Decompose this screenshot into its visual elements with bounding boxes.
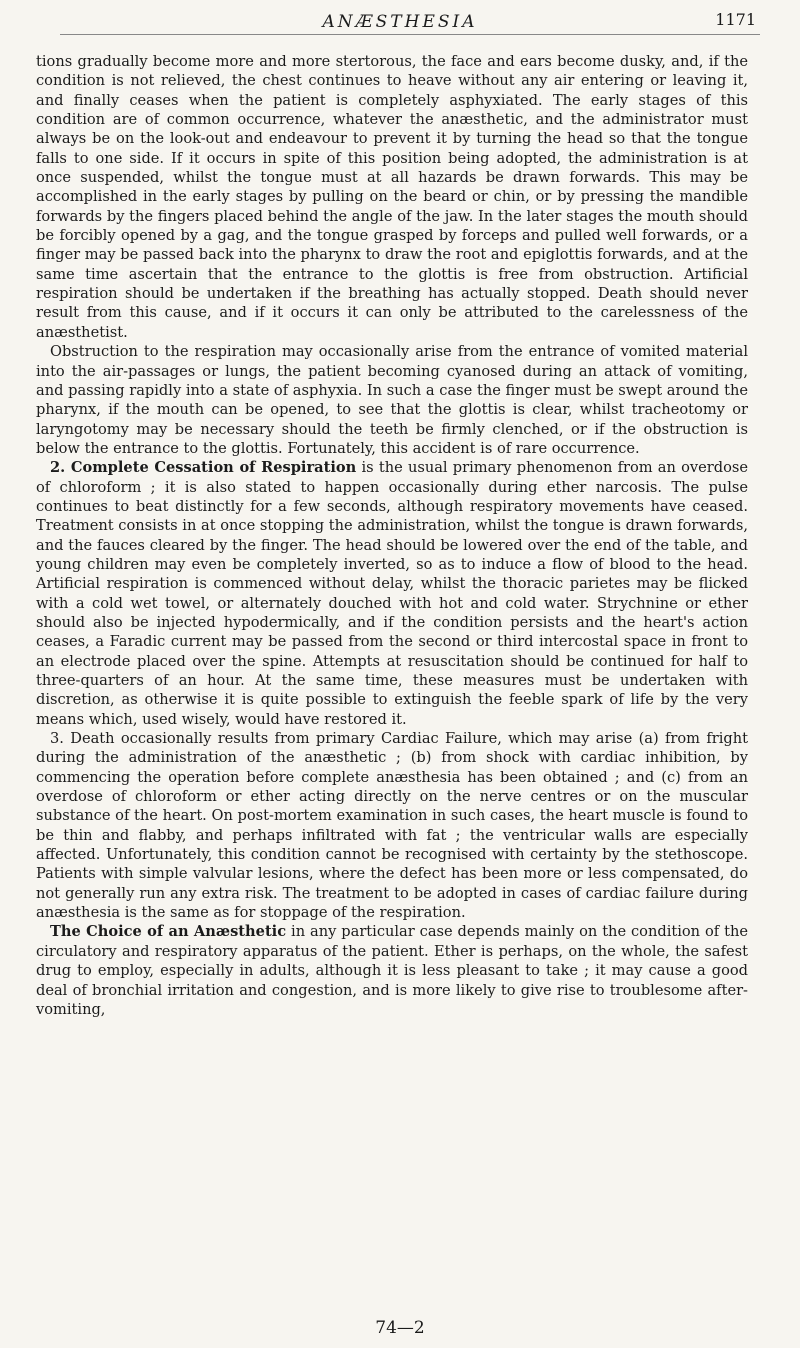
paragraph-text: Obstruction to the respiration may occasionally arise from the entrance of vomited material into the air-passages or lungs, the patient becoming cyanosed during an attack of vomiting, and passing rapidly into a state of asphyxia. In such a case the finger must be swept around the pharynx, if the mouth can be opened, to see that the glottis is clear, whilst tracheotomy or laryngotomy may be necessary should the teeth be firmly clenched, or if the obstruction is below the entrance to the glottis. Fortunately, this accident is of rare occurrence. bbox=[36, 343, 748, 457]
paragraph-cessation-respiration bbox=[36, 458, 748, 729]
page-number: 1171 bbox=[715, 10, 756, 29]
header-rule bbox=[60, 34, 760, 35]
running-title: ANÆSTHESIA bbox=[322, 12, 478, 32]
paragraph-cardiac-failure bbox=[36, 729, 748, 922]
paragraph-heading: 2. Complete Cessation of Respiration bbox=[50, 459, 357, 477]
paragraph-text: is the usual primary phenomenon from an overdose of chloroform ; it is also stated to happen occasionally during ether narcosis. The pulse continues to beat distinctly for a few seconds, although respiratory movements have ceased. Treatment consists in at once stopping the administration, whilst the tongue is drawn forwards, and the fauces cleared by the finger. The head should be lowered over the end of the table, and young children may even be completely inverted, so as to induce a flow of blood to the head. Artificial respiration is commenced without delay, whilst the thoracic parietes may be flicked with a cold wet towel, or alternately douched with hot and cold water. Strychnine or ether should also be injected hypodermically, and if the condition persists and the heart's action ceases, a Faradic current may be passed from the second or third intercostal space in front to an electrode placed over the spine. Attempts at resuscitation should be continued for half to three-quarters of an hour. At the same time, these measures must be undertaken with discretion, as otherwise it is quite possible to extinguish the feeble spark of life by the very means which, used wisely, would have restored it. bbox=[36, 459, 748, 728]
paragraph-text: 3. Death occasionally results from primary Cardiac Failure, which may arise (a) from fright during the administration of the anæsthetic ; (b) from shock with cardiac inhibition, by commencing the operation before complete anæsthesia has been obtained ; and (c) from an overdose of chloroform or ether acting directly on the nerve centres or on the muscular substance of the heart. On post-mortem examination in such cases, the heart muscle is found to be thin and flabby, and perhaps infiltrated with fat ; the ventricular walls are especially affected. Unfortunately, this condition cannot be recognised with certainty by the stethoscope. Patients with simple valvular lesions, where the defect has been more or less compensated, do not generally run any extra risk. The treatment to be adopted in cases of cardiac failure during anæsthesia is the same as for stoppage of the respiration. bbox=[36, 730, 748, 922]
signature-mark: 74—2 bbox=[375, 1318, 425, 1338]
body-text bbox=[36, 52, 748, 1019]
paragraph-text: tions gradually become more and more stertorous, the face and ears become dusky, and, if the condition is not relieved, the chest continues to heave without any air entering or leaving it, and finally ceases when the patient is completely asphyxiated. The early stages of this condition are of common occurrence, whatever the anæsthetic, and the administrator must always be on the look-out and endeavour to prevent it by turning the head so that the tongue falls to one side. If it occurs in spite of this position being adopted, the administration is at once suspended, whilst the tongue must at all hazards be drawn forwards. This may be accomplished in the early stages by pulling on the beard or chin, or by pressing the mandible forwards by the fingers placed behind the angle of the jaw. In the later stages the mouth should be forcibly opened by a gag, and the tongue grasped by forceps and pulled well forwards, or a finger may be passed back into the pharynx to draw the root and epiglottis forwards, and at the same time ascertain that the entrance to the glottis is free from obstruction. Artificial respiration should be undertaken if the breathing has actually stopped. Death should never result from this cause, and if it occurs it can only be attributed to the carelessness of the anæsthetist. bbox=[36, 53, 748, 341]
paragraph-choice-of-anaesthetic bbox=[36, 922, 748, 1019]
paragraph-text: in any particular case depends mainly on the condition of the circulatory and respiratory apparatus of the patient. Ether is perhaps, on the whole, the safest drug to employ, especially in adults, although it is less pleasant to take ; it may cause a good deal of bronchial irritation and congestion, and is more likely to give rise to troublesome after-vomiting, bbox=[36, 923, 748, 1018]
paragraph-airway-obstruction bbox=[36, 52, 748, 342]
paragraph-heading: The Choice of an Anæsthetic bbox=[50, 923, 287, 941]
paragraph-vomit-obstruction bbox=[36, 342, 748, 458]
